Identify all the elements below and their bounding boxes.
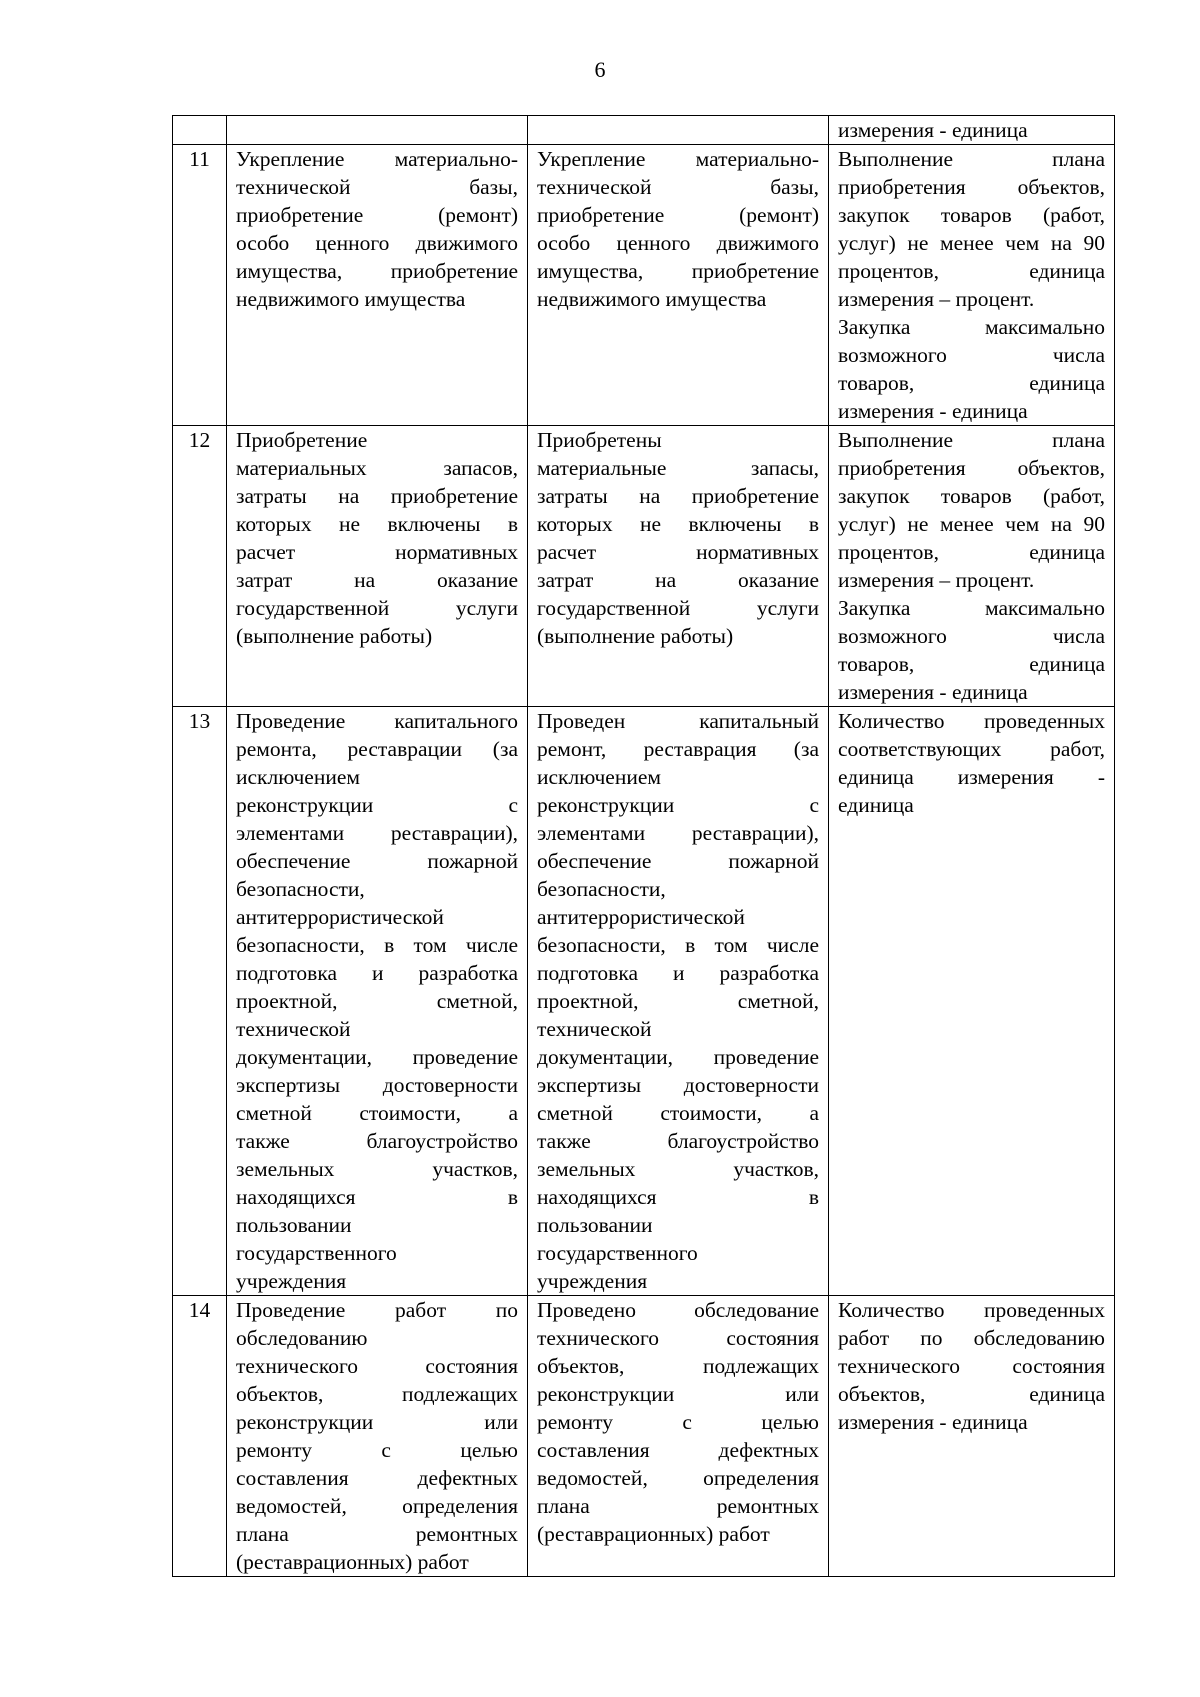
cell-line: Проведено обследование: [537, 1298, 819, 1322]
cell-line: экспертизы достоверности: [537, 1073, 819, 1097]
cell-line: проектной, сметной,: [236, 989, 518, 1013]
cell-line: находящихся в: [537, 1185, 819, 1209]
cell-line: (реставрационных) работ: [537, 1522, 770, 1546]
activity-cell: [227, 145, 528, 426]
cell-line: приобретения объектов,: [838, 456, 1105, 480]
result-cell: [528, 426, 829, 707]
cell-line: документации, проведение: [537, 1045, 819, 1069]
indicator-cell: [829, 1296, 1115, 1577]
cell-line: особо ценного движимого: [236, 231, 518, 255]
cell-line: сметной стоимости, а: [537, 1101, 819, 1125]
indicator-cell: [829, 116, 1115, 145]
table-row: [173, 145, 1115, 426]
cell-line: объектов, подлежащих: [537, 1354, 819, 1378]
cell-line: Проведен капитальный: [537, 709, 819, 733]
cell-line: пользовании: [537, 1213, 653, 1237]
row-number-cell: 12: [173, 426, 227, 707]
row-number-cell: 13: [173, 707, 227, 1296]
cell-line: Количество проведенных: [838, 709, 1105, 733]
cell-line: обследованию: [236, 1326, 368, 1350]
cell-line: материальных запасов,: [236, 456, 518, 480]
cell-line: измерения - единица: [838, 118, 1028, 142]
cell-line: (выполнение работы): [537, 624, 734, 648]
cell-line: технического состояния: [838, 1354, 1105, 1378]
cell-line: находящихся в: [236, 1185, 518, 1209]
cell-line: недвижимого имущества: [537, 287, 767, 311]
cell-line: затраты на приобретение: [537, 484, 819, 508]
cell-line: соответствующих работ,: [838, 737, 1105, 761]
cell-line: измерения - единица: [838, 399, 1028, 423]
cell-line: недвижимого имущества: [236, 287, 466, 311]
cell-line: измерения – процент.: [838, 287, 1035, 311]
result-cell: [528, 116, 829, 145]
row-number-cell: 14: [173, 1296, 227, 1577]
cell-line: приобретение (ремонт): [537, 203, 819, 227]
cell-line: обеспечение пожарной: [236, 849, 518, 873]
cell-line: ремонта, реставрации (за: [236, 737, 518, 761]
cell-line: государственной услуги: [537, 596, 819, 620]
cell-line: возможного числа: [838, 624, 1105, 648]
cell-line: расчет нормативных: [236, 540, 518, 564]
activity-cell: [227, 426, 528, 707]
cell-line: элементами реставрации),: [537, 821, 819, 845]
cell-line: антитеррористической: [537, 905, 745, 929]
cell-line: Укрепление материально-: [537, 147, 819, 171]
result-cell: [528, 1296, 829, 1577]
cell-line: земельных участков,: [537, 1157, 819, 1181]
cell-line: имущества, приобретение: [236, 259, 518, 283]
cell-line: реконструкции с: [236, 793, 518, 817]
result-cell: [528, 707, 829, 1296]
cell-line: также благоустройство: [236, 1129, 518, 1153]
cell-line: элементами реставрации),: [236, 821, 518, 845]
cell-line: работ по обследованию: [838, 1326, 1105, 1350]
cell-line: услуг) не менее чем на 90: [838, 512, 1105, 536]
cell-line: Приобретены: [537, 428, 662, 452]
cell-line: реконструкции или: [236, 1410, 518, 1434]
cell-line: безопасности, в том числе: [537, 933, 819, 957]
cell-line: проектной, сметной,: [537, 989, 819, 1013]
table-row: [173, 426, 1115, 707]
result-cell: [528, 145, 829, 426]
cell-line: сметной стоимости, а: [236, 1101, 518, 1125]
cell-line: учреждения: [236, 1269, 347, 1293]
table-body: [173, 116, 1115, 1577]
cell-line: объектов, подлежащих: [236, 1382, 518, 1406]
cell-line: единица измерения -: [838, 765, 1105, 789]
table-row: [173, 116, 1115, 145]
cell-line: Закупка максимально: [838, 315, 1105, 339]
cell-line: ремонту с целью: [236, 1438, 518, 1462]
cell-line: технической базы,: [537, 175, 819, 199]
cell-line: исключением: [537, 765, 661, 789]
activity-cell: [227, 1296, 528, 1577]
cell-line: материальные запасы,: [537, 456, 819, 480]
cell-line: плана ремонтных: [236, 1522, 518, 1546]
cell-line: документации, проведение: [236, 1045, 518, 1069]
cell-line: которых не включены в: [537, 512, 819, 536]
cell-line: технической базы,: [236, 175, 518, 199]
cell-line: технической: [236, 1017, 351, 1041]
cell-line: реконструкции с: [537, 793, 819, 817]
cell-line: технического состояния: [236, 1354, 518, 1378]
cell-line: товаров, единица: [838, 652, 1105, 676]
cell-line: (выполнение работы): [236, 624, 433, 648]
cell-line: экспертизы достоверности: [236, 1073, 518, 1097]
cell-line: Выполнение плана: [838, 428, 1105, 452]
cell-line: затраты на приобретение: [236, 484, 518, 508]
table-row: [173, 707, 1115, 1296]
cell-line: возможного числа: [838, 343, 1105, 367]
cell-line: обеспечение пожарной: [537, 849, 819, 873]
cell-line: приобретения объектов,: [838, 175, 1105, 199]
activity-cell: [227, 116, 528, 145]
cell-line: измерения - единица: [838, 1410, 1028, 1434]
activity-cell: [227, 707, 528, 1296]
cell-line: объектов, единица: [838, 1382, 1105, 1406]
cell-line: земельных участков,: [236, 1157, 518, 1181]
cell-line: Проведение работ по: [236, 1298, 518, 1322]
cell-line: составления дефектных: [537, 1438, 819, 1462]
cell-line: Количество проведенных: [838, 1298, 1105, 1322]
cell-line: процентов, единица: [838, 259, 1105, 283]
cell-line: услуг) не менее чем на 90: [838, 231, 1105, 255]
document-table: [172, 115, 1115, 1577]
cell-line: антитеррористической: [236, 905, 444, 929]
cell-line: пользовании: [236, 1213, 352, 1237]
cell-line: реконструкции или: [537, 1382, 819, 1406]
cell-line: товаров, единица: [838, 371, 1105, 395]
cell-line: (реставрационных) работ: [236, 1550, 469, 1574]
cell-line: особо ценного движимого: [537, 231, 819, 255]
cell-line: измерения - единица: [838, 680, 1028, 704]
cell-line: безопасности,: [236, 877, 365, 901]
cell-line: составления дефектных: [236, 1466, 518, 1490]
cell-line: исключением: [236, 765, 360, 789]
cell-line: закупок товаров (работ,: [838, 484, 1105, 508]
cell-line: единица: [838, 793, 914, 817]
cell-line: затрат на оказание: [236, 568, 518, 592]
cell-line: государственной услуги: [236, 596, 518, 620]
cell-line: Укрепление материально-: [236, 147, 518, 171]
cell-line: Закупка максимально: [838, 596, 1105, 620]
indicator-cell: [829, 426, 1115, 707]
cell-line: технической: [537, 1017, 652, 1041]
cell-line: технического состояния: [537, 1326, 819, 1350]
cell-line: Приобретение: [236, 428, 368, 452]
cell-line: расчет нормативных: [537, 540, 819, 564]
cell-line: государственного: [236, 1241, 397, 1265]
cell-line: которых не включены в: [236, 512, 518, 536]
cell-line: подготовка и разработка: [236, 961, 518, 985]
row-number-cell: [173, 116, 227, 145]
cell-line: безопасности,: [537, 877, 666, 901]
cell-line: государственного: [537, 1241, 698, 1265]
cell-line: Выполнение плана: [838, 147, 1105, 171]
indicator-cell: [829, 707, 1115, 1296]
row-number-cell: 11: [173, 145, 227, 426]
cell-line: ремонт, реставрация (за: [537, 737, 819, 761]
indicator-cell: [829, 145, 1115, 426]
cell-line: измерения – процент.: [838, 568, 1035, 592]
cell-line: ведомостей, определения: [236, 1494, 518, 1518]
cell-line: приобретение (ремонт): [236, 203, 518, 227]
cell-line: ведомостей, определения: [537, 1466, 819, 1490]
cell-line: безопасности, в том числе: [236, 933, 518, 957]
cell-line: закупок товаров (работ,: [838, 203, 1105, 227]
page-number: 6: [594, 57, 606, 82]
cell-line: подготовка и разработка: [537, 961, 819, 985]
cell-line: плана ремонтных: [537, 1494, 819, 1518]
cell-line: процентов, единица: [838, 540, 1105, 564]
cell-line: Проведение капитального: [236, 709, 518, 733]
table-row: [173, 1296, 1115, 1577]
cell-line: также благоустройство: [537, 1129, 819, 1153]
cell-line: ремонту с целью: [537, 1410, 819, 1434]
cell-line: имущества, приобретение: [537, 259, 819, 283]
cell-line: затрат на оказание: [537, 568, 819, 592]
cell-line: учреждения: [537, 1269, 648, 1293]
